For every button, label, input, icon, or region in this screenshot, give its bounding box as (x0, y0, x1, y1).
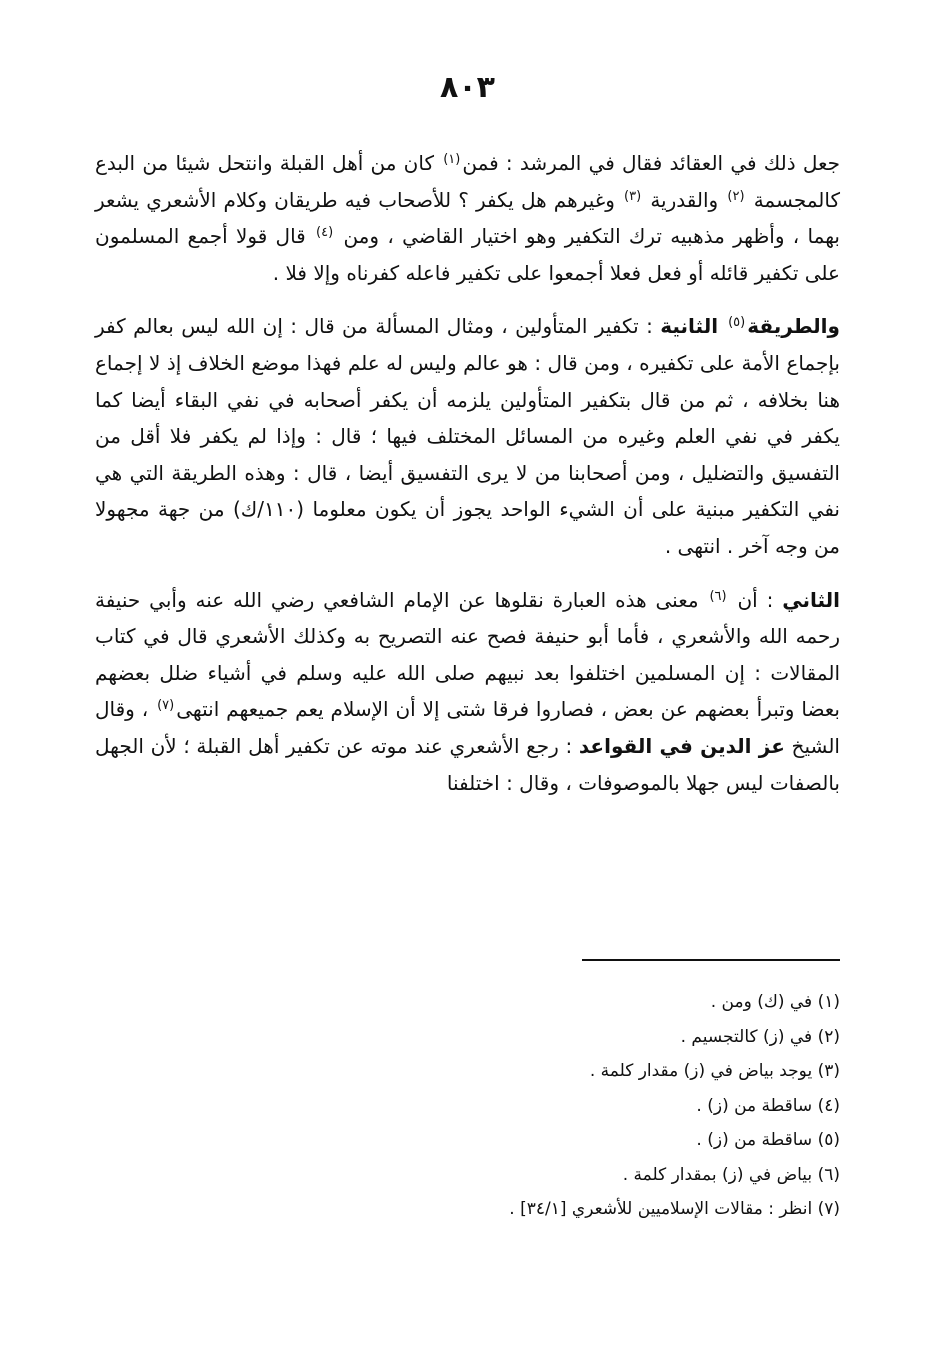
text-run: : تكفير المتأولين ، ومثال المسألة من قال : إن الله ليس بعالم كفر بإجماع الأمة على تكفيره ، ومن قال : هو عالم وليس له علم فهذا موضع الخلاف إذ لا إجماع هنا بخلافه ، ثم من قال بتكفير المتأولين يلزمه أن يكفر أصحابه في نفي البقاء أيضا كما يكفر في نفي العلم وغيره من المسائل المختلف فيها ؛ قال : وإذا لم يكفر فلا أقل من التفسيق والتضليل ، ومن أصحابنا من لا يرى التفسيق أيضا ، قال : وهذه الطريقة التي هي نفي التكفير مبنية على أن الشيء الواحد يجوز أن يكون معلوما (١١٠/ك) من جهة مجهولا من وجه آخر . انتهى . (95, 314, 841, 558)
footnote-item: (١) في (ك) ومن . (710, 992, 840, 1012)
footnote-reference: (٥) (728, 315, 746, 331)
text-run: معنى هذه العبارة نقلوها عن الإمام الشافعي رضي الله عنه وأبي حنيفة رحمه الله والأشعري ، فأما أبو حنيفة فصح عنه التصريح به وكذلك الأشعري قال في كتاب المقالات : إن المسلمين اختلفوا بعد نبيهم صلى الله عليه وسلم في أشياء ضلل بعضهم بعضا وتبرأ بعضهم عن بعض ، فصاروا فرقا شتى إلا أن الإسلام يعم جميعهم انتهى (95, 587, 840, 722)
paragraph (95, 145, 840, 291)
footnote-reference: (٢) (727, 188, 745, 204)
footnote-reference: (٣) (624, 188, 642, 204)
paragraph (95, 582, 840, 802)
main-text (95, 145, 840, 801)
footnote-item: (٧) انظر : مقالات الإسلاميين للأشعري [٣٤/١] . (509, 1199, 840, 1219)
paragraph (95, 308, 840, 564)
footnote-item: (٤) ساقطة من (ز) . (696, 1095, 840, 1116)
text-run: والقدرية (643, 187, 726, 212)
footnote-separator (582, 959, 840, 961)
text-run: : رجع الأشعري عند موته عن تكفير أهل القبلة ؛ لأن الجهل بالصفات ليس جهلا بالموصوفات ، وقال : اختلفنا (95, 733, 840, 795)
text-run: جعل ذلك في العقائد فقال في المرشد : فمن (462, 151, 840, 175)
footnotes (280, 985, 840, 1227)
text-run: : أن (728, 587, 783, 612)
footnote-item: (٦) بياض في (ز) بمقدار كلمة . (622, 1164, 840, 1185)
footnote-item: (٢) في (ز) كالتجسيم . (680, 1026, 840, 1047)
page-number: ٨٠٣ (440, 70, 495, 105)
footnote-reference: (٤) (316, 225, 334, 241)
footnote-reference: (١) (443, 152, 461, 167)
text-run: كان من أهل القبلة وانتحل شيئا من البدع كالمجسمة (95, 151, 841, 212)
footnote-item: (٥) ساقطة من (ز) . (696, 1130, 840, 1150)
footnote-reference: (٦) (709, 588, 727, 604)
bold-term: الثانية (660, 314, 727, 339)
bold-term: والطريقة (747, 314, 840, 339)
text-run: وغيرهم هل يكفر ؟ للأصحاب فيه طريقان وكلام الأشعري يشعر بهما ، وأظهر مذهبيه ترك التكفير وهو اختيار القاضي ، ومن (95, 187, 840, 249)
footnote-reference: (٧) (157, 698, 175, 714)
bold-term: الثاني (782, 587, 841, 612)
text-run: قال قولا أجمع المسلمون على تكفير قائله أو فعل فعلا أجمعوا على تكفير فاعله كفرناه وإلا فلا . (95, 224, 840, 285)
text-run: ، وقال الشيخ (95, 697, 840, 758)
footnote-item: (٣) يوجد بياض في (ز) مقدار كلمة . (589, 1061, 840, 1081)
bold-term: عز الدين في القواعد (578, 733, 785, 758)
